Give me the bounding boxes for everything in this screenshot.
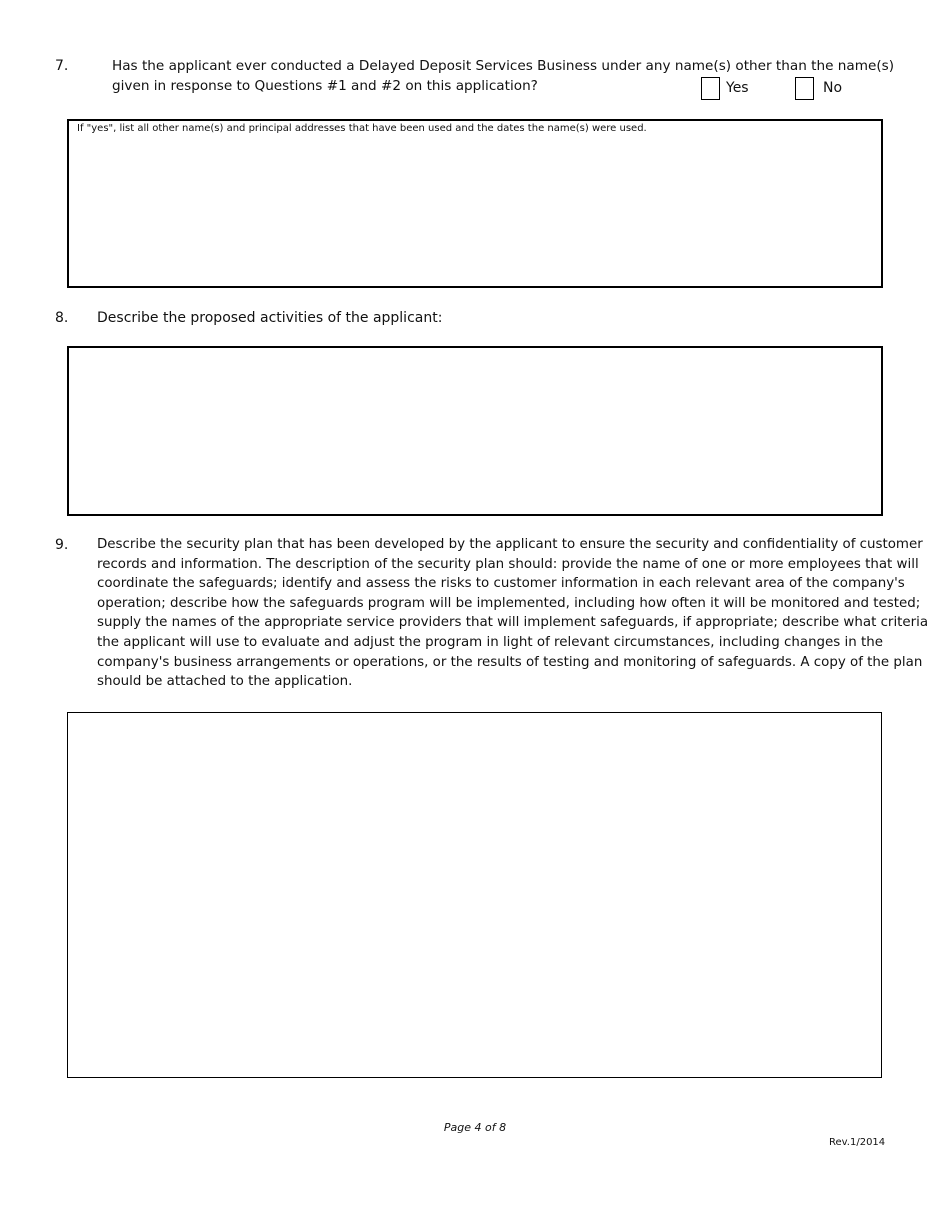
page-number: Page 4 of 8 [443,1121,507,1134]
question-7-line-2: given in response to Questions #1 and #2 on this application? [112,78,538,94]
yes-label: Yes [726,80,749,96]
question-9-line-7: company's business arrangements or operations, or the results of testing and monitoring of safeguards. A copy of the plan [97,654,923,670]
security-plan-answer-box[interactable] [67,712,882,1078]
other-names-answer-box[interactable] [67,119,883,288]
revision-label: Rev.1/2014 [829,1137,886,1148]
question-9-line-6: the applicant will use to evaluate and adjust the program in light of relevant circumstances, including changes in the [97,634,883,650]
question-9-line-2: records and information. The description of the security plan should: provide the name of one or more employees that will [97,556,919,572]
question-7-number: 7. [55,58,69,74]
question-9-text [97,535,928,692]
question-7-line-1: Has the applicant ever conducted a Delayed Deposit Services Business under any name(s) other than the name(s) [112,58,895,74]
proposed-activities-answer-box[interactable] [67,346,883,516]
question-9-line-8: should be attached to the application. [97,674,353,690]
question-9-line-1: Describe the security plan that has been developed by the applicant to ensure the security and confidentiality of customer [97,537,923,552]
no-label: No [823,80,843,96]
yes-checkbox[interactable] [701,77,720,100]
question-9-line-5: supply the names of the appropriate service providers that will implement safeguards, if appropriate; describe what criteria [97,615,929,631]
question-7-text [112,56,894,96]
question-8-text: Describe the proposed activities of the applicant: [97,310,443,326]
question-9-line-3: coordinate the safeguards; identify and assess the risks to customer information in each relevant area of the company's [97,576,905,592]
other-names-hint: If "yes", list all other name(s) and principal addresses that have been used and the dates the name(s) were used. [77,123,647,134]
question-9-number: 9. [55,537,69,553]
no-checkbox[interactable] [795,77,814,100]
question-8-number: 8. [55,310,69,326]
question-9-line-4: operation; describe how the safeguards program will be implemented, including how often it will be monitored and tested; [97,595,921,611]
